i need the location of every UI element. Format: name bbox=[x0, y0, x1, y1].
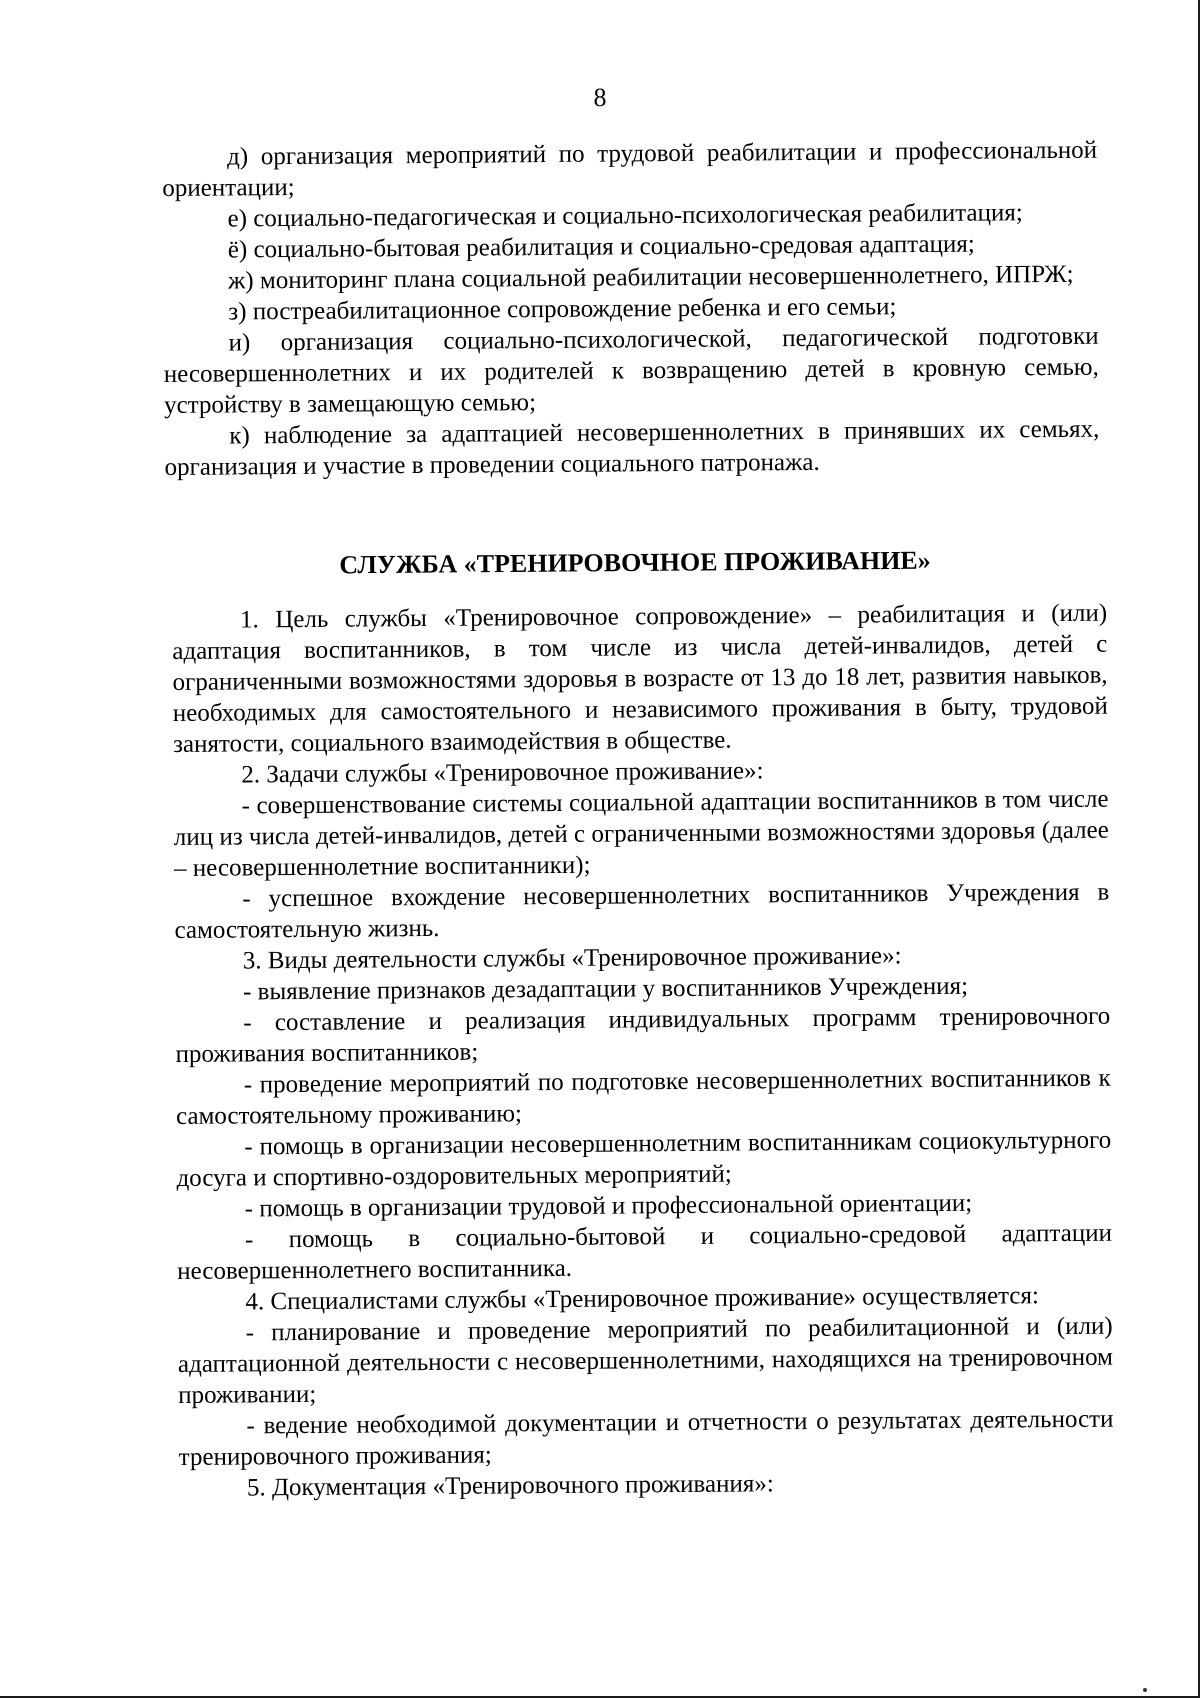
paragraph-goal: 1. Цель службы «Тренировочное сопровождение» – реабилитация и (или) адаптация воспитанников, в том числе из числа детей-инвалидов, детей с ограниченными возможностями здоровья в возрасте от 13 до 18 лет, развития навыков, необходимых для самостоятельного и независимого проживания в быту, трудовой занятости, социального взаимодействия в обществе. bbox=[172, 599, 1108, 758]
section-title: СЛУЖБА «ТРЕНИРОВОЧНОЕ ПРОЖИВАНИЕ» bbox=[339, 545, 931, 580]
list-item-i: и) организация социально-психологической, педагогической подготовки несовершеннолетних и их родителей к возвращению детей в кровную семью, устройству в замещающую семью; bbox=[163, 322, 1099, 419]
list-item-yo: ё) социально-бытовая реабилитация и социально-средовая адаптация; bbox=[227, 230, 975, 264]
scan-speck bbox=[1143, 1688, 1147, 1692]
list-item-e: е) социально-педагогическая и социально-психологическая реабилитация; bbox=[227, 199, 1023, 233]
specialist-item: - ведение необходимой документации и отчетности о результатах деятельности тренировочного проживания; bbox=[178, 1405, 1114, 1471]
paragraph-tasks-heading: 2. Задачи службы «Тренировочное проживание»: bbox=[241, 757, 764, 789]
list-item-zh: ж) мониторинг плана социальной реабилитации несовершеннолетнего, ИПРЖ; bbox=[227, 260, 1074, 295]
list-item-z: з) постреабилитационное сопровождение ребенка и его семьи; bbox=[228, 293, 897, 326]
specialist-item: - планирование и проведение мероприятий по реабилитационной и (или) адаптационной деятельности с несовершеннолетними, находящихся на тренировочном проживании; bbox=[177, 1312, 1114, 1409]
activity-item: - помощь в организации трудовой и профессиональной ориентации; bbox=[244, 1189, 973, 1223]
top-list bbox=[162, 135, 1100, 483]
activity-item: - помощь в социально-бытовой и социально-средовой адаптации несовершеннолетнего воспитанника. bbox=[177, 1219, 1113, 1285]
paragraph-documentation-heading: 5. Документация «Тренировочного проживания»: bbox=[246, 1470, 774, 1502]
list-item-k: к) наблюдение за адаптацией несовершеннолетних в принявших их семьях, организация и участие в проведении социального патронажа. bbox=[164, 415, 1100, 481]
activity-item: - проведение мероприятий по подготовке несовершеннолетних воспитанников к самостоятельному проживанию; bbox=[175, 1064, 1111, 1130]
list-item-d: д) организация мероприятий по трудовой реабилитации и профессиональной ориентации; bbox=[162, 136, 1098, 202]
paragraph-specialists-heading: 4. Специалистами службы «Тренировочное проживание» осуществляется: bbox=[245, 1282, 1040, 1316]
section-body bbox=[172, 598, 1114, 1504]
page-number: 8 bbox=[593, 83, 607, 112]
task-item: - успешное вхождение несовершеннолетних воспитанников Учреждения в самостоятельную жизнь. bbox=[174, 878, 1110, 944]
activity-item: - выявление признаков дезадаптации у воспитанников Учреждения; bbox=[242, 972, 969, 1006]
paragraph-activities-heading: 3. Виды деятельности службы «Тренировочное проживание»: bbox=[242, 942, 902, 975]
activity-item: - составление и реализация индивидуальных программ тренировочного проживания воспитанников; bbox=[175, 1002, 1111, 1068]
task-item: - совершенствование системы социальной адаптации воспитанников в том числе лиц из числа детей-инвалидов, детей с ограниченными возможностями здоровья (далее – несовершеннолетние воспитанники); bbox=[173, 785, 1109, 882]
activity-item: - помощь в организации несовершеннолетним воспитанникам социокультурного досуга и спортивно-оздоровительных мероприятий; bbox=[176, 1126, 1112, 1192]
